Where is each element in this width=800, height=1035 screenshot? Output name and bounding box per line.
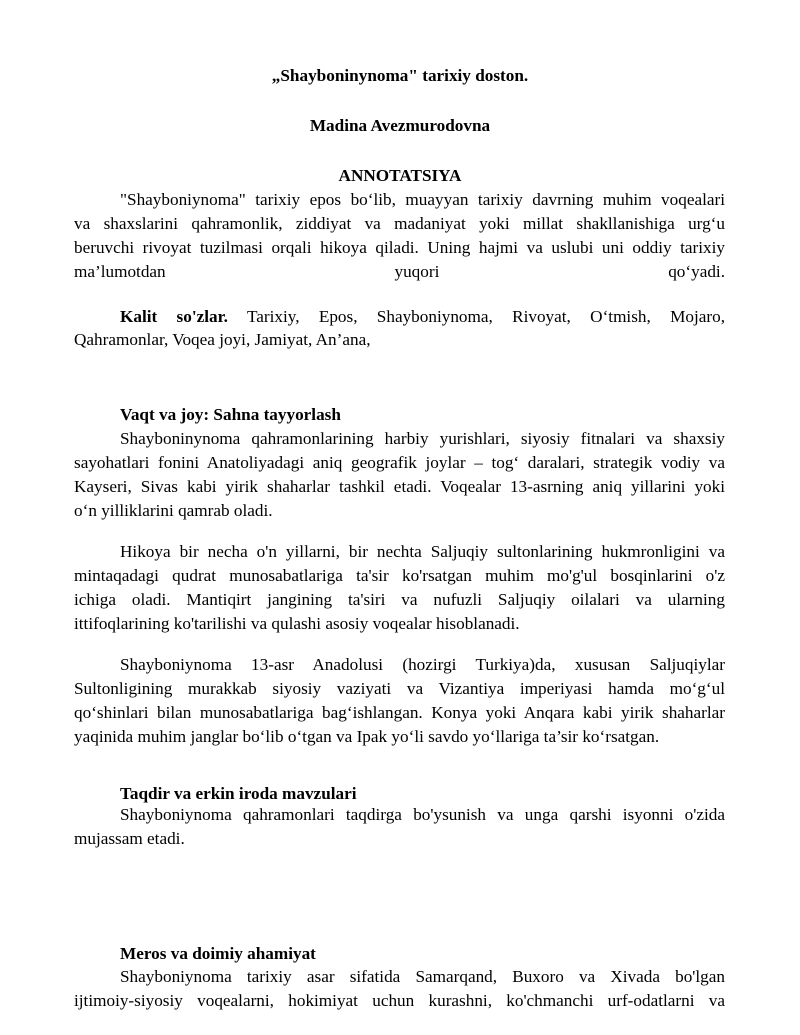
paragraph-line: Shayboniynoma qahramonlari taqdirga bo'ysunish va unga qarshi isyonni o'zida: [120, 805, 725, 824]
paragraph-line: qo‘shinlari bilan munosabatlariga bag‘ishlangan. Konya yoki Anqara kabi yirik shaharlar: [74, 703, 725, 722]
annotation-line: "Shayboniynoma" tarixiy epos bo‘lib, muayyan tarixiy davrning muhim voqealari: [120, 190, 725, 209]
annotation-heading: ANNOTATSIYA: [338, 166, 462, 185]
document-title: „Shayboninynoma" tarixiy doston.: [271, 66, 529, 85]
paragraph-line: yaqinida muhim janglar bo‘lib o‘tgan va Ipak yo‘li savdo yo‘llariga ta’sir ko‘rsatgan.: [74, 727, 660, 746]
keywords-label: Kalit so'zlar.: [120, 307, 228, 326]
author-name: Madina Avezmurodovna: [309, 116, 491, 135]
paragraph-line: o‘n yilliklarini qamrab oladi.: [74, 501, 273, 520]
paragraph-line: Shayboninynoma qahramonlarining harbiy yurishlari, siyosiy fitnalari va shaxsiy: [120, 429, 725, 448]
paragraph-line: Sultonligining murakkab siyosiy vaziyati va Vizantiya imperiyasi hamda mo‘g‘ul: [74, 679, 725, 698]
paragraph-line: mintaqadagi qudrat munosabatlariga ta'sir ko'rsatgan muhim mo'g'ul bosqinlarini o'z: [74, 566, 725, 585]
paragraph-line: ichiga oladi. Mantiqirt jangining ta'siri va nufuzli Saljuqiy oilalari va ularning: [74, 590, 725, 609]
section-heading: Vaqt va joy: Sahna tayyorlash: [120, 405, 341, 424]
section-heading: Taqdir va erkin iroda mavzulari: [120, 784, 357, 803]
annotation-line: beruvchi rivoyat tuzilmasi orqali hikoya qiladi. Uning hajmi va uslubi uni oddiy tarixiy: [74, 238, 725, 257]
paragraph-line: mujassam etadi.: [74, 829, 185, 848]
paragraph-line: Shayboniynoma tarixiy asar sifatida Samarqand, Buxoro va Xivada bo'lgan: [120, 967, 725, 986]
keywords-list: Tarixiy, Epos, Shayboniynoma, Rivoyat, O‘tmish, Mojaro,: [246, 307, 725, 326]
keywords-line: [120, 305, 725, 329]
annotation-line: va shaxslarini qahramonlik, ziddiyat va madaniyat yoki millat shakllanishiga urg‘u: [74, 214, 725, 233]
paragraph-line: ittifoqlarining ko'tarilishi va qulashi asosiy voqealar hisoblanadi.: [74, 614, 520, 633]
paragraph-line: Shayboniynoma 13-asr Anadolusi (hozirgi Turkiya)da, xususan Saljuqiylar: [120, 655, 725, 674]
keywords-line: Qahramonlar, Voqea joyi, Jamiyat, An’ana,: [74, 330, 371, 349]
paragraph-line: Kayseri, Sivas kabi yirik shaharlar tashkil etadi. Voqealar 13-asrning aniq yillarini yoki: [74, 477, 725, 496]
paragraph-line: Hikoya bir necha o'n yillarni, bir nechta Saljuqiy sultonlarining hukmronligini va: [120, 542, 725, 561]
paragraph-line: sayohatlari fonini Anatoliyadagi aniq geografik joylar – tog‘ daralari, strategik vodiy va: [74, 453, 725, 472]
section-heading: Meros va doimiy ahamiyat: [120, 944, 316, 963]
paragraph-line: ijtimoiy-siyosiy voqealarni, hokimiyat uchun kurashni, ko'chmanchi urf-odatlarni va: [74, 991, 725, 1010]
annotation-line: ma’lumotdan yuqori qo‘yadi.: [74, 262, 725, 281]
